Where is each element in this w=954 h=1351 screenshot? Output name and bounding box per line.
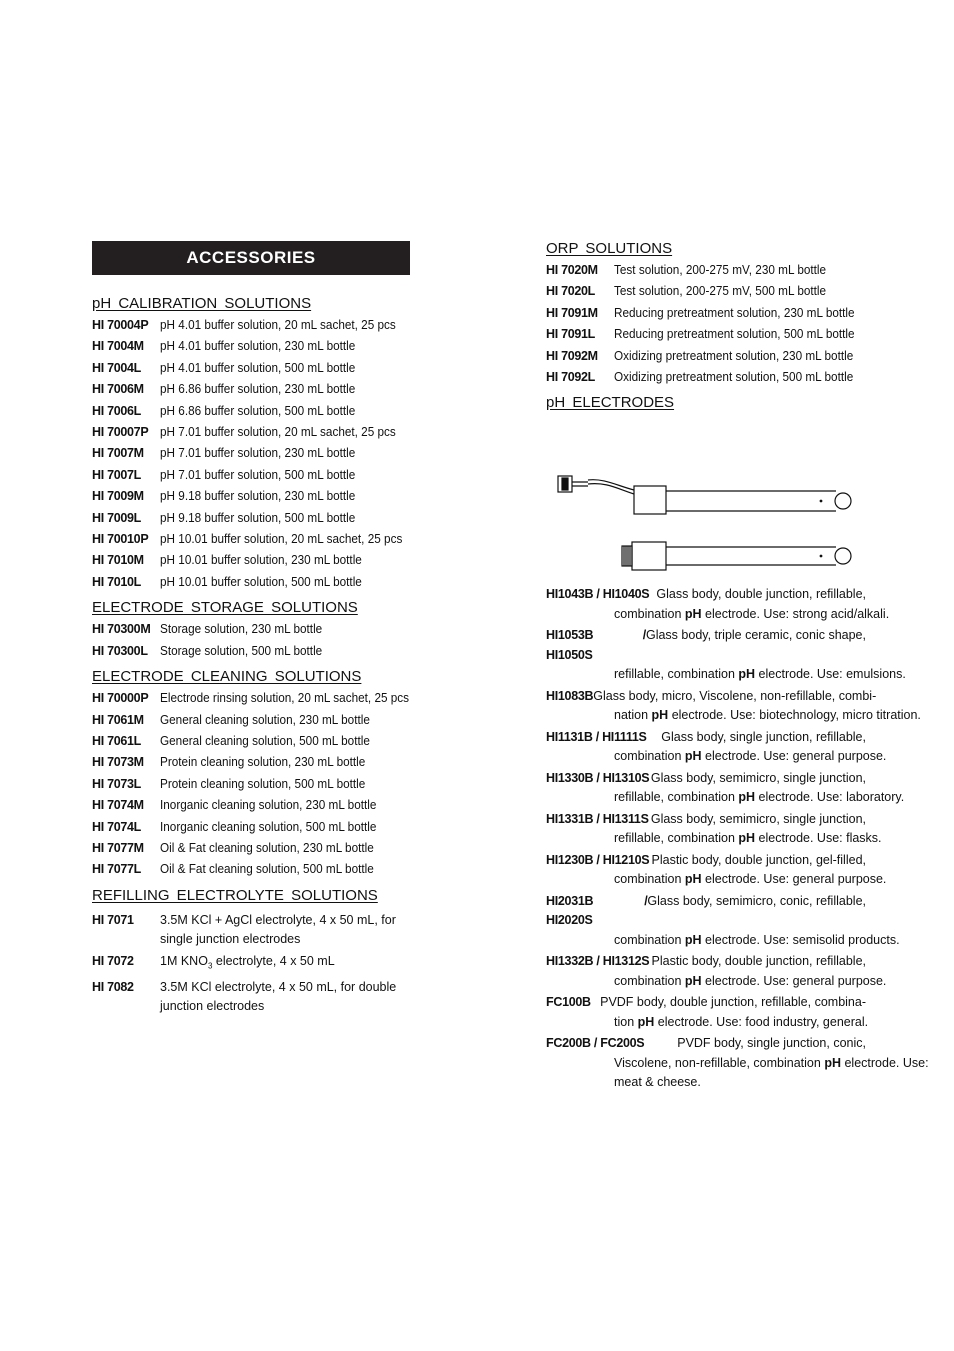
ph-label: pH — [637, 1014, 655, 1029]
electrode-code: FC100B — [546, 995, 591, 1010]
electrode-item — [546, 769, 905, 808]
electrode-code: HI1131B / HI1111S — [546, 729, 647, 744]
ph-label: pH — [684, 973, 702, 988]
electrode-description-line: Glass body, double junction, refillable, — [656, 587, 866, 602]
item-code: HI 7061L — [92, 733, 142, 748]
list-item — [92, 752, 410, 773]
electrode-description-line: Plastic body, double junction, refillable, — [651, 954, 866, 969]
ph-label: pH — [738, 790, 756, 805]
electrode-code: HI1332B / HI1312S — [546, 954, 650, 969]
ph-label: pH — [684, 932, 702, 947]
item-description: pH 7.01 buffer solution, 230 mL bottle — [160, 446, 356, 461]
electrode-description-part: electrode. Use: laboratory. — [758, 790, 905, 805]
list-item — [92, 977, 410, 1016]
item-description: 3.5M KCl electrolyte, 4 x 50 mL, for double junction electrodes — [160, 980, 397, 1014]
electrode-description-part: refillable, combination — [614, 790, 735, 805]
electrode-description-part: electrode. Use: flasks. — [758, 831, 882, 846]
list-item — [546, 303, 866, 324]
item-code: HI 70007P — [92, 425, 149, 440]
item-description: Oxidizing pretreatment solution, 230 mL bottle — [614, 348, 854, 363]
item-code: HI 7020M — [546, 263, 598, 277]
electrode-item — [546, 585, 890, 624]
electrode-item — [546, 952, 887, 991]
item-code: HI 70300M — [92, 622, 151, 637]
list-item — [92, 358, 410, 379]
item-code: HI 7091L — [546, 327, 596, 342]
ph-label: pH — [684, 606, 702, 621]
item-description: Reducing pretreatment solution, 230 mL bottle — [614, 305, 855, 320]
list-item — [546, 281, 866, 302]
item-code: HI 7007M — [92, 446, 144, 461]
item-code: HI 7077L — [92, 862, 142, 877]
electrode-description-part: combination — [614, 973, 682, 988]
item-description: pH 6.86 buffer solution, 230 mL bottle — [160, 382, 356, 397]
item-code: HI 7009L — [92, 510, 142, 525]
item-description: Test solution, 200-275 mV, 230 mL bottle — [614, 263, 827, 277]
item-code: HI 7006M — [92, 382, 144, 397]
orp-list — [546, 260, 866, 388]
electrode-item — [546, 728, 887, 767]
item-code: HI 7004L — [92, 360, 142, 375]
item-description: 1M $KNO_3$ electrolyte, 4 x 50 mL — [160, 953, 335, 971]
item-code: HI 70010P — [92, 532, 149, 547]
list-item — [92, 774, 410, 795]
item-description: pH 9.18 buffer solution, 230 mL bottle — [160, 489, 356, 504]
list-item — [92, 422, 410, 443]
ph-label: pH — [738, 831, 756, 846]
electrode-description-part: electrode. Use: general purpose. — [705, 973, 887, 988]
item-description: pH 7.01 buffer solution, 20 mL sachet, 25 pcs — [160, 425, 396, 440]
right-column — [546, 238, 929, 1095]
electrode-description-line: Glass body, semimicro, single junction, — [650, 770, 866, 785]
item-code: HI 7010L — [92, 574, 142, 589]
electrode-code: HI1043B / HI1040S — [546, 587, 650, 602]
electrode-description-part: electrode. Use: food industry, general. — [657, 1014, 869, 1029]
electrode-item — [546, 687, 921, 726]
item-description: Reducing pretreatment solution, 500 mL bottle — [614, 327, 855, 342]
item-code: HI 7006L — [92, 403, 142, 418]
electrode-description-part: combination — [614, 749, 682, 764]
item-code: HI 7071 — [92, 912, 134, 927]
item-code: HI 7020L — [546, 284, 596, 299]
refilling-list — [92, 910, 410, 1017]
list-item — [92, 795, 410, 816]
electrode-list — [546, 585, 929, 1093]
electrode-description-line: Plastic body, double junction, gel-filled, — [651, 852, 866, 867]
list-item — [92, 315, 410, 336]
electrode-description-part: electrode. Use: general purpose. — [705, 749, 887, 764]
section-title-refilling: REFILLING ELECTROLYTE SOLUTIONS — [92, 886, 378, 904]
electrode-item — [546, 810, 882, 849]
electrode-code: HI1230B / HI1210S — [546, 852, 650, 867]
electrode-description-part: refillable, combination — [614, 667, 735, 682]
item-description: pH 7.01 buffer solution, 500 mL bottle — [160, 467, 356, 482]
list-item — [546, 346, 866, 367]
list-item — [92, 859, 410, 880]
electrode-description-line: PVDF body, double junction, refillable, combina- — [600, 995, 866, 1010]
electrode-description-part: meat & cheese. — [614, 1075, 701, 1090]
electrode-description-part: electrode. Use: emulsions. — [758, 667, 906, 682]
ph-calibration-list — [92, 315, 410, 593]
list-item — [92, 817, 410, 838]
item-code: HI 7091M — [546, 305, 598, 320]
electrode-illustration — [546, 424, 866, 574]
electrode-item — [546, 851, 887, 890]
list-item — [92, 401, 410, 422]
electrode-code: HI1331B / HI1311S — [546, 811, 649, 826]
item-code: HI 7007L — [92, 467, 142, 482]
list-item — [546, 260, 866, 281]
section-title-cleaning: ELECTRODE CLEANING SOLUTIONS — [92, 668, 362, 686]
electrode-description-part: electrode. Use: general purpose. — [705, 872, 887, 887]
list-item — [92, 550, 410, 571]
electrode-cap-2 — [632, 542, 666, 570]
electrode-code: HI1330B / HI1310S — [546, 770, 650, 785]
electrode-description-part: electrode. Use: — [844, 1055, 929, 1070]
item-code: HI 70000P — [92, 691, 149, 706]
ph-label: pH — [824, 1055, 841, 1070]
item-code: HI 7092M — [546, 348, 598, 363]
electrode-description-line: Glass body, semimicro, conic, refillable, — [647, 893, 866, 908]
list-item — [92, 951, 410, 976]
section-title-ph-electrodes: pH ELECTRODES — [546, 394, 675, 412]
item-description: pH 4.01 buffer solution, 20 mL sachet, 25 pcs — [160, 318, 396, 332]
electrode-description-part: refillable, combination — [614, 831, 735, 846]
item-description: pH 6.86 buffer solution, 500 mL bottle — [160, 403, 356, 418]
item-code: HI 7009M — [92, 489, 144, 504]
ph-label: pH — [738, 667, 756, 682]
cleaning-list — [92, 688, 410, 881]
list-item — [92, 910, 410, 949]
item-description: Oil & Fat cleaning solution, 230 mL bottle — [160, 840, 374, 855]
item-description: Protein cleaning solution, 500 mL bottle — [160, 776, 366, 791]
item-code: HI 7074L — [92, 819, 142, 834]
electrode-description-part: combination — [614, 606, 682, 621]
list-item — [92, 641, 410, 662]
list-item — [92, 688, 410, 709]
electrode-description-part: electrode. Use: biotechnology, micro titration. — [671, 708, 921, 723]
section-title-storage: ELECTRODE STORAGE SOLUTIONS — [92, 599, 358, 617]
electrode-description-line: Glass body, semimicro, single junction, — [650, 811, 866, 826]
electrode-code: FC200B / FC200S — [546, 1036, 645, 1051]
item-code: HI 7092L — [546, 370, 596, 385]
item-code: HI 7004M — [92, 339, 144, 354]
item-description: pH 4.01 buffer solution, 230 mL bottle — [160, 339, 356, 354]
item-description: 3.5M KCl + AgCl electrolyte, 4 x 50 mL, for single junction electrodes — [160, 912, 396, 946]
electrode-description-line: Glass body, triple ceramic, conic shape, — [645, 628, 866, 643]
list-item — [92, 572, 410, 593]
section-title-orp: ORP SOLUTIONS — [546, 240, 673, 257]
electrode-code: HI1053B / HI1050S — [546, 628, 646, 662]
item-description: General cleaning solution, 500 mL bottle — [160, 733, 370, 748]
electrode-description-line: Glass body, micro, Viscolene, non-refillable, combi- — [593, 688, 877, 703]
item-description: Protein cleaning solution, 230 mL bottle — [160, 755, 366, 770]
ph-label: pH — [684, 872, 702, 887]
item-description: Inorganic cleaning solution, 500 mL bottle — [160, 819, 377, 834]
section-title-ph-calibration: pH CALIBRATION SOLUTIONS — [92, 295, 312, 312]
storage-list — [92, 619, 410, 662]
item-code: HI 7061M — [92, 712, 144, 727]
electrode-item — [546, 626, 906, 685]
item-description: General cleaning solution, 230 mL bottle — [160, 712, 370, 727]
item-code: HI 70300L — [92, 643, 148, 658]
list-item — [92, 731, 410, 752]
electrode-description-part: nation — [614, 708, 649, 723]
item-description: pH 4.01 buffer solution, 500 mL bottle — [160, 360, 356, 375]
electrode-description-part: electrode. Use: strong acid/alkali. — [705, 606, 890, 621]
electrode-description-line: PVDF body, single junction, conic, — [677, 1036, 866, 1051]
electrode-code: HI2031B / HI2020S — [546, 893, 648, 928]
electrode-description-part: combination — [614, 932, 682, 947]
item-description: pH 10.01 buffer solution, 230 mL bottle — [160, 553, 362, 568]
item-code: HI 7082 — [92, 980, 134, 995]
list-item — [92, 710, 410, 731]
item-code: HI 7077M — [92, 840, 144, 855]
item-code: HI 7074M — [92, 798, 144, 813]
list-item — [92, 379, 410, 400]
left-column — [92, 241, 410, 1016]
electrode-code: HI1083B — [546, 688, 594, 703]
electrode-description-line: Glass body, single junction, refillable, — [661, 729, 866, 744]
item-code: HI 70004P — [92, 318, 149, 332]
item-description: Inorganic cleaning solution, 230 mL bottle — [160, 798, 377, 813]
list-item — [92, 486, 410, 507]
electrode-description-part: combination — [614, 872, 682, 887]
electrode-description-part: Viscolene, non-refillable, combination — [614, 1055, 821, 1070]
item-description: Oxidizing pretreatment solution, 500 mL bottle — [614, 370, 854, 385]
item-description: Storage solution, 230 mL bottle — [160, 622, 323, 637]
item-description: Test solution, 200-275 mV, 500 mL bottle — [614, 284, 827, 299]
list-item — [92, 508, 410, 529]
item-description: pH 10.01 buffer solution, 20 mL sachet, 25 pcs — [160, 532, 403, 547]
item-description: pH 10.01 buffer solution, 500 mL bottle — [160, 574, 362, 589]
electrode-description-part: tion — [614, 1014, 635, 1029]
item-code: HI 7073M — [92, 755, 144, 770]
item-code: HI 7073L — [92, 776, 142, 791]
item-code: HI 7010M — [92, 553, 144, 568]
list-item — [92, 336, 410, 357]
electrode-description-part: electrode. Use: semisolid products. — [705, 932, 900, 947]
electrode-cap — [634, 486, 666, 514]
list-item — [92, 529, 410, 550]
electrode-item — [546, 1034, 929, 1093]
list-item — [92, 838, 410, 859]
list-item — [92, 443, 410, 464]
item-code: HI 7072 — [92, 953, 134, 968]
item-description: pH 9.18 buffer solution, 500 mL bottle — [160, 510, 356, 525]
ph-label: pH — [684, 749, 702, 764]
item-description: Storage solution, 500 mL bottle — [160, 643, 323, 658]
list-item — [546, 324, 866, 345]
accessories-banner: ACCESSORIES — [92, 241, 410, 275]
list-item — [92, 619, 410, 640]
ph-label: pH — [651, 708, 669, 723]
electrode-item — [546, 993, 869, 1032]
list-item — [92, 465, 410, 486]
electrode-item — [546, 892, 900, 951]
list-item — [546, 367, 866, 388]
item-description: Electrode rinsing solution, 20 mL sachet, 25 pcs — [160, 691, 410, 706]
item-description: Oil & Fat cleaning solution, 500 mL bottle — [160, 862, 374, 877]
